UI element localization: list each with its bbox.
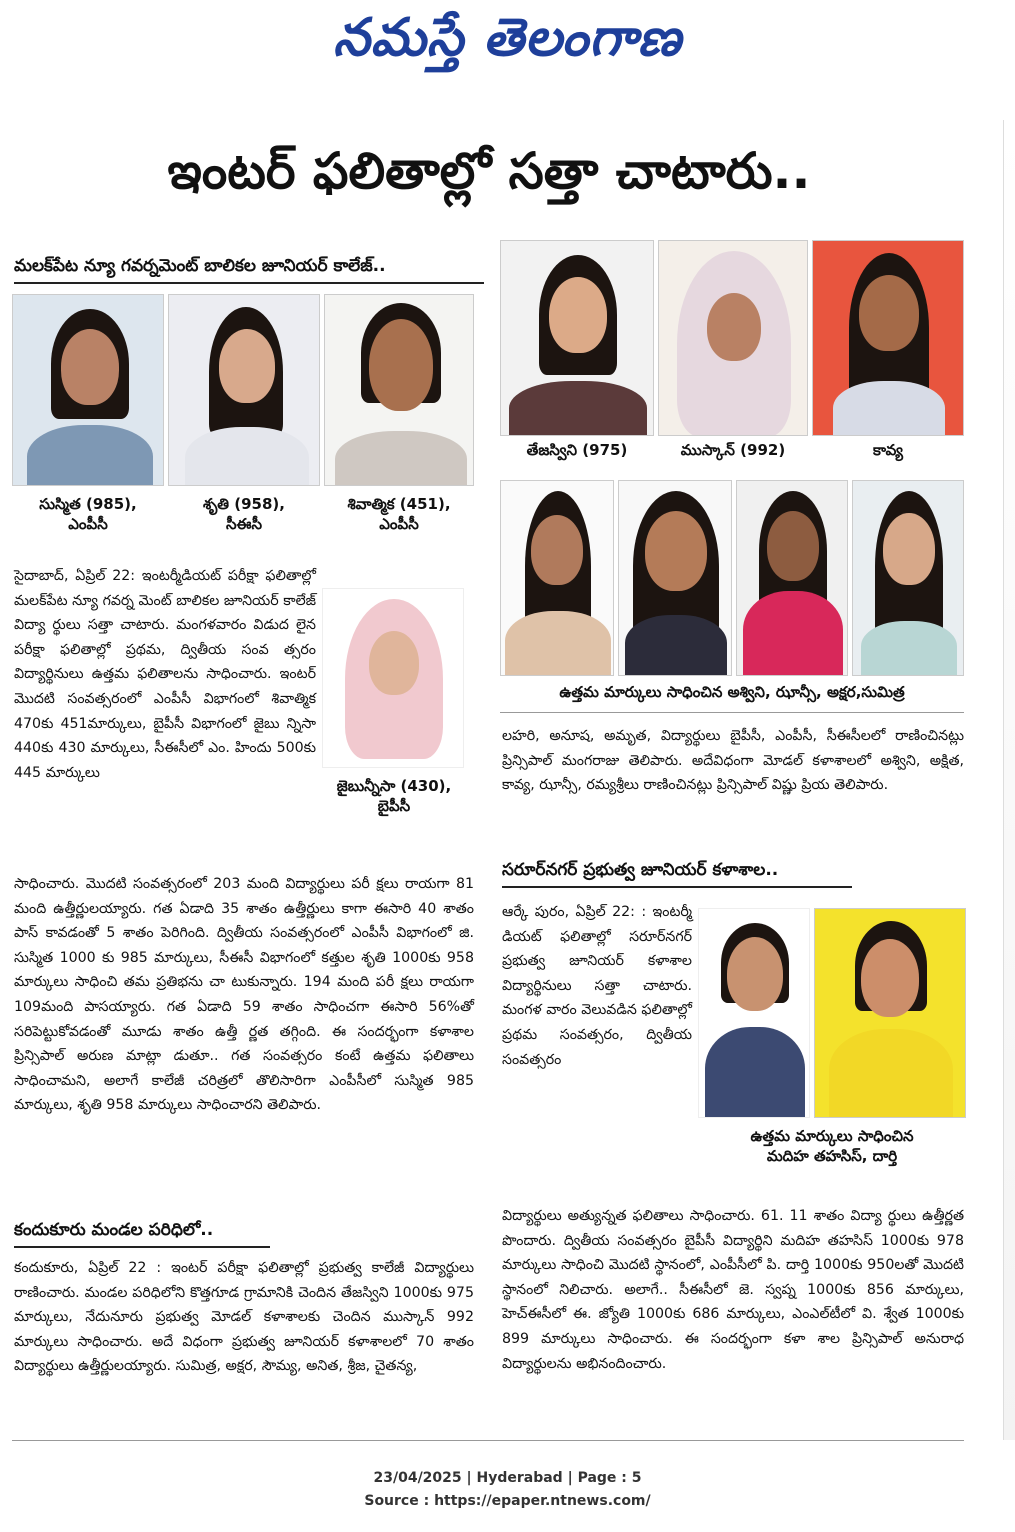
photo-shruthi bbox=[168, 294, 320, 486]
caption-susmitha: సుస్మిత (985), ఎంపీసీ bbox=[39, 495, 137, 534]
photo-kavya bbox=[812, 240, 964, 436]
divider bbox=[14, 1246, 270, 1248]
footer-source[interactable]: Source : https://epaper.ntnews.com/ bbox=[364, 1493, 651, 1509]
caption-shivatmika: శివాత్మిక (451), ఎంపీసీ bbox=[347, 495, 451, 534]
section-title-kandukur: కందుకూరు మండల పరిధిలో.. bbox=[14, 1220, 214, 1240]
article-body-kandukur: కందుకూరు, ఏప్రిల్ 22 : ఇంటర్ పరీక్షా ఫలితాల్లో ప్రభుత్వ కాలేజీ విద్యార్థులు రాణించారు. మండల పరిధిలోని కొత్తగూడ గ్రామానికి చెందిన తేజస్విని 1000కు 975 మార్కులు, నేదునూరు ప్రభుత్వ మోడల్ కళాశాలకు చెందిన ముస్కాన్ 992 మార్కులు సాధించారు. అదే విధంగా ప్రభుత్వ జూనియర్ కళాశాలలో 70 శాతం విద్యార్థులు ఉత్తీర్ణులయ్యారు. సుమిత్ర, అక్షర, సౌమ్య, అనిత, శ్రీజ, చైతన్య, bbox=[14, 1260, 474, 1375]
photo-susmitha bbox=[12, 294, 164, 486]
article-body-saroornagar-b: విద్యార్థులు అత్యున్నత ఫలితాలు సాధించారు. 61. 11 శాతం విద్యా ర్థులు ఉత్తీర్ణత పొందారు. ద్వితీయ సంవత్సరం బైపీసీ విద్యార్థిని మదిహ తహసిస్ 1000కు 978 మార్కులు సాధించి మొదటి స్థానంలో, ఎంపీసీలో పి. దార్తి 1000కు 950లతో మొదటి స్థానంలో నిలిచారు. అలాగే.. సీఈసీలో జె. స్వప్న 1000కు 856 మార్కులు, హెచ్ఈసీలో ఈ. జ్యోతి 1000కు 686 మార్కులు, ఎంఎల్‌టీలో వి. శ్వేత 1000కు 899 మార్కులు సాధించారు. ఈ సందర్భంగా కళా శాల ప్రిన్సిపాల్ అనురాధ విద్యార్థులను అభినందించారు. bbox=[502, 1208, 964, 1372]
photo-jhansi bbox=[618, 480, 732, 676]
divider bbox=[500, 712, 964, 713]
photo-darthi bbox=[814, 908, 966, 1118]
article-body-malakpet-b: సాధించారు. మొదటి సంవత్సరంలో 203 మంది విద్యార్థులు పరీ క్షలు రాయగా 81 మంది ఉత్తీర్ణులయ్యారు. గత ఏడాది 35 శాతం ఉత్తీర్ణులు కాగా ఈసారి 40 శాతం పాస్ కావడంతో 5 శాతం పెరిగింది. ద్వితీయ సంవత్సరంలో ఎంపీసీ విభాగంలో జి. సుస్మిత 1000 కు 985 మార్కులు, సీఈసీ విభాగంలో కత్తుల శృతి 1000కు 958 మార్కులు సాధించి తమ ప్రతిభను చా టుకున్నారు. 194 మంది పరీ క్షలు రాయగా 109మంది పాసయ్యారు. గత ఏడాది 59 శాతం సాధించగా ఈసారి 56%తో సరిపెట్టుకోవడంతో మూడు శాతం ఉత్తీ ర్ణత తగ్గింది. ఈ సందర్భంగా కళాశాల ప్రిన్సిపాల్ అరుణ మాట్లా డుతూ.. గత సంవత్సరం కంటే ఉత్తమ ఫలితాలు సాధించామని, అలాగే కాలేజీ చరిత్రలో తొలిసారిగా ఎంపీసీలో సుస్మిత 985 మార్కులు, శృతి 958 మార్కులు సాధించారని తెలిపారు. bbox=[14, 876, 474, 1114]
article-body-malakpet-a: సైదాబాద్, ఏప్రిల్ 22: ఇంటర్మీడియట్ పరీక్షా ఫలితాల్లో మలక్‌పేట న్యూ గవర్న మెంట్ బాలికల జూనియర్ కాలేజ్ విద్యా ర్థులు సత్తా చాటారు. మంగళవారం విడుద లైన పరీక్షా ఫలితాల్లో ప్రథమ, ద్వితీయ సంవ త్సరం విద్యార్థినులు ఉత్తమ ఫలితాలను సాధించారు. ఇంటర్ మొదటి సంవత్సరంలో ఎంపీసీ విభాగంలో శివాత్మిక 470కు 451మార్కులు, బైపీసీ విభాగంలో జైబు న్నిసా 440కు 430 మార్కులు, సీఈసీలో ఎం. హిందు 500కు 445 మార్కులు bbox=[14, 568, 316, 781]
caption-tejaswini: తేజస్విని (975) bbox=[526, 441, 628, 459]
bottom-divider bbox=[12, 1440, 964, 1441]
photo-akshara bbox=[736, 480, 848, 676]
caption-shruthi: శృతి (958), సీఈసీ bbox=[203, 495, 285, 534]
article-body-kandukur-cont: లహరి, అనూష, అమృత, విద్యార్థులు బైపీసీ, ఎంపీసీ, సీఈసీలలో రాణించినట్లు ప్రిన్సిపాల్ మంగరాజు తెలిపారు. అదేవిధంగా మోడల్ కళాశాలలో అశ్విని, అక్షిత, కావ్య, ఝాన్సీ, రమ్యశ్రీలు రాణించినట్లు ప్రిన్సిపాల్ విష్ణు ప్రియ తెలిపారు. bbox=[502, 728, 964, 794]
photo-ashwini bbox=[500, 480, 614, 676]
photo-zaibunnisa bbox=[322, 588, 464, 768]
section-title-saroornagar: సరూర్‌నగర్ ప్రభుత్వ జూనియర్ కళాశాల.. bbox=[502, 860, 779, 880]
caption-muskan: ముస్కాన్ (992) bbox=[680, 441, 786, 459]
caption-saroornagar: ఉత్తమ మార్కులు సాధించిన మదిహ తహసిస్, దార్తి bbox=[750, 1127, 914, 1166]
caption-kavya: కావ్య bbox=[873, 441, 903, 459]
photo-madiha bbox=[698, 908, 810, 1118]
caption-zaibunnisa: జైబున్నీసా (430), బైపీసీ bbox=[336, 777, 452, 816]
photo-sumitra bbox=[852, 480, 964, 676]
masthead-logo: నమస్తే తెలంగాణ bbox=[333, 8, 682, 68]
footer-dateline: 23/04/2025 | Hyderabad | Page : 5 bbox=[373, 1470, 642, 1486]
divider bbox=[14, 282, 484, 284]
divider bbox=[502, 886, 852, 888]
photo-muskan bbox=[658, 240, 808, 436]
caption-group-kandukur: ఉత్తమ మార్కులు సాధించిన అశ్విని, ఝాన్సీ, అక్షర,సుమిత్ర bbox=[559, 683, 905, 701]
photo-tejaswini bbox=[500, 240, 654, 436]
page-edge-strip bbox=[1003, 120, 1015, 1440]
photo-shivatmika bbox=[324, 294, 474, 486]
section-title-malakpet: మలక్‌పేట న్యూ గవర్నమెంట్ బాలికల జూనియర్ కాలేజ్.. bbox=[14, 256, 386, 276]
article-body-saroornagar-a: ఆర్కే పురం, ఏప్రిల్ 22: : ఇంటర్మీ డియట్ ఫలితాల్లో సరూర్‌నగర్ ప్రభుత్వ జూనియర్ కళాశాల విద్యార్థినులు సత్తా చాటారు. మంగళ వారం వెలువడిన ఫలితాల్లో ప్రథమ సంవత్సరం, ద్వితీయ సంవత్సరం bbox=[502, 904, 692, 1068]
page-headline: ఇంటర్ ఫలితాల్లో సత్తా చాటారు.. bbox=[167, 142, 811, 200]
